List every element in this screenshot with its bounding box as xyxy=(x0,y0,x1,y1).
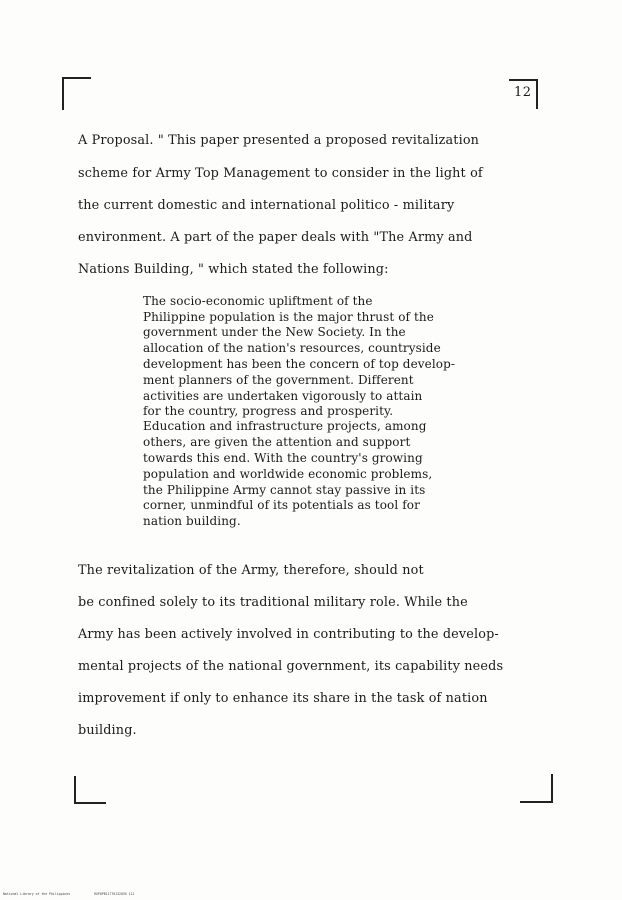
quote-line: others, are given the attention and support xyxy=(143,435,411,449)
text-line: environment. A part of the paper deals with "The Army and xyxy=(78,230,473,245)
quote-line: Education and infrastructure projects, among xyxy=(143,419,427,433)
text-line: improvement if only to enhance its share in the task of nation xyxy=(78,691,488,706)
quote-line: population and worldwide economic problems, xyxy=(143,467,433,481)
text-line: the current domestic and international politico - military xyxy=(78,198,455,213)
text-line: A Proposal. " This paper presented a proposed revitalization xyxy=(78,133,480,148)
footer-id: RGP0PB1177013203S 112 xyxy=(94,892,135,896)
quote-line: towards this end. With the country's growing xyxy=(143,451,423,465)
quote-line: for the country, progress and prosperity. xyxy=(143,404,394,418)
quote-line: the Philippine Army cannot stay passive in its xyxy=(143,483,426,497)
crop-mark-top-left xyxy=(62,77,91,110)
quote-line: activities are undertaken vigorously to attain xyxy=(143,389,423,403)
quote-line: corner, unmindful of its potentials as tool for xyxy=(143,498,420,512)
text-line: scheme for Army Top Management to consider in the light of xyxy=(78,166,483,181)
text-line: The revitalization of the Army, therefore, should not xyxy=(78,563,424,578)
quote-line: allocation of the nation's resources, countryside xyxy=(143,341,441,355)
footer-source: National Library of the Philippines xyxy=(3,892,71,896)
text-line: Nations Building, " which stated the following: xyxy=(78,262,389,277)
scan-footer xyxy=(3,892,156,896)
quote-line: government under the New Society. In the xyxy=(143,325,406,339)
quote-line: nation building. xyxy=(143,514,241,528)
quote-line: development has been the concern of top develop- xyxy=(143,357,456,371)
page-number: 12 xyxy=(514,85,532,100)
quote-line: Philippine population is the major thrust of the xyxy=(143,310,434,324)
quote-line: ment planners of the government. Different xyxy=(143,373,414,387)
crop-mark-bottom-left xyxy=(74,776,106,804)
text-line: be confined solely to its traditional military role. While the xyxy=(78,595,468,610)
text-line: mental projects of the national government, its capability needs xyxy=(78,659,504,674)
text-line: Army has been actively involved in contributing to the develop- xyxy=(78,627,499,642)
text-line: building. xyxy=(78,723,137,738)
quote-line: The socio-economic upliftment of the xyxy=(143,294,373,308)
crop-mark-bottom-right xyxy=(520,774,553,803)
